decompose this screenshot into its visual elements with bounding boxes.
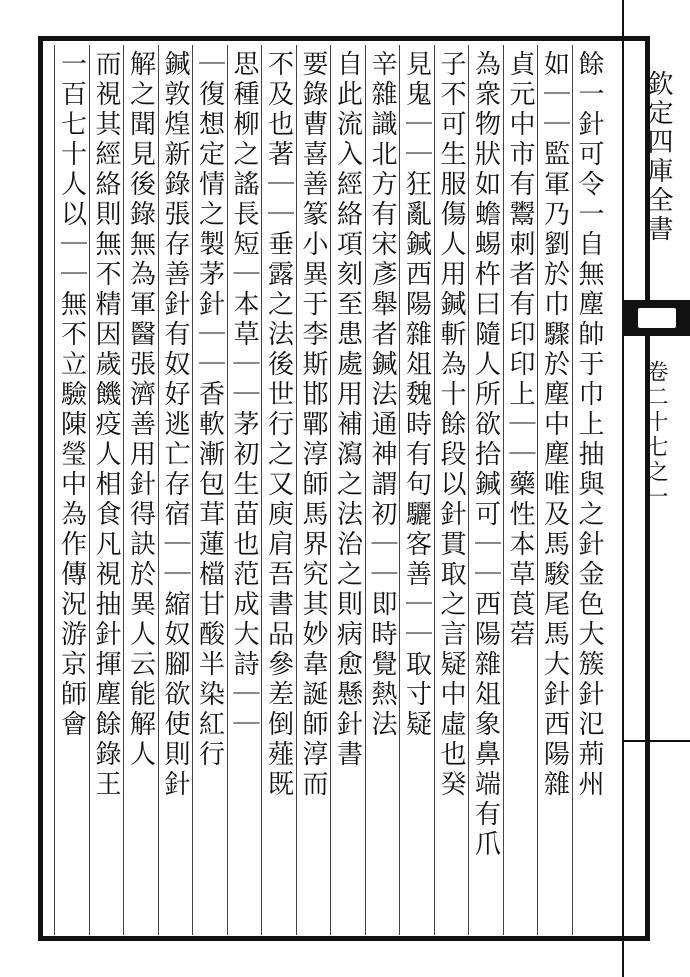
book-title: 欽定四庫全書 — [643, 70, 673, 244]
text-column: 思種柳之謠長短｜本草｜｜茅初生苗也范成大詩｜｜ — [229, 50, 259, 740]
fish-tail-mark — [624, 300, 690, 336]
column-rule — [572, 45, 573, 935]
text-column: 為衆物狀如蟾蜴杵曰隨人所欲拾鍼可｜｜西陽雜俎象鼻端有爪 — [470, 50, 501, 860]
column-rule — [89, 45, 90, 935]
column-rule — [434, 45, 435, 935]
column-rule — [399, 45, 400, 935]
text-column: 不及也著｜｜垂露之法後世行之又庾肩吾書品參差倒薤既 — [263, 50, 294, 800]
column-rule — [537, 45, 538, 935]
text-column: 子不可生服傷人用鍼斬為十餘段以針貫取之言疑中虛也癸 — [436, 50, 466, 800]
text-column: 如｜｜監軍乃劉於巾驟於塵中塵唯及馬駿尾馬大針西陽雜 — [539, 50, 570, 800]
text-column: 鍼敦煌新錄張存善針有奴好逃亡存宿｜｜縮奴腳欲使則針 — [160, 50, 190, 800]
column-rule — [261, 45, 262, 935]
column-rule — [468, 45, 469, 935]
text-column: 辛雜識北方有宋彥舉者鍼法通神謂初｜｜即時覺熱法 — [367, 50, 397, 740]
text-column: 自此流入經絡項刻至患處用補瀉之法治之則病愈懸針書 — [332, 50, 363, 770]
text-column: 貞元中市有鬻刺者有印印上｜｜藥性本草莨菪 — [505, 50, 535, 650]
text-column: 一百七十人以｜｜無不立驗陳瑩中為作傳況游京師會 — [56, 50, 87, 740]
text-column: 而視其經絡則無不精因歲饑疫人相食凡視抽針揮塵餘錄王 — [91, 50, 121, 800]
text-column: 餘一針可令一自無塵帥于巾上抽與之針金色大簇針氾荊州 — [574, 50, 604, 800]
column-rule — [158, 45, 159, 935]
column-rule — [123, 45, 124, 935]
column-rule — [192, 45, 193, 935]
text-column: 見鬼｜｜狂亂鍼西陽雜俎魏時有句驪客善｜｜取寸疑 — [401, 50, 432, 740]
column-rule — [227, 45, 228, 935]
column-rule — [503, 45, 504, 935]
text-column: 解之聞見後錄無為軍醫張濟善用針得訣於異人云能解人 — [125, 50, 156, 770]
margin-divider — [624, 740, 690, 742]
column-rule — [54, 45, 55, 935]
column-rule — [330, 45, 331, 935]
column-rule — [296, 45, 297, 935]
page-margin — [622, 0, 690, 977]
volume-label: 卷二十七之一 — [643, 360, 668, 510]
text-column: 要錄曹喜善篆小異于李斯邯鄲淳師馬界究其妙韋誕師淳而 — [298, 50, 328, 800]
text-column: ｜復想定情之製茅針｜｜香軟漸包茸蓮檔甘酸半染紅行 — [194, 50, 225, 770]
column-rule — [365, 45, 366, 935]
